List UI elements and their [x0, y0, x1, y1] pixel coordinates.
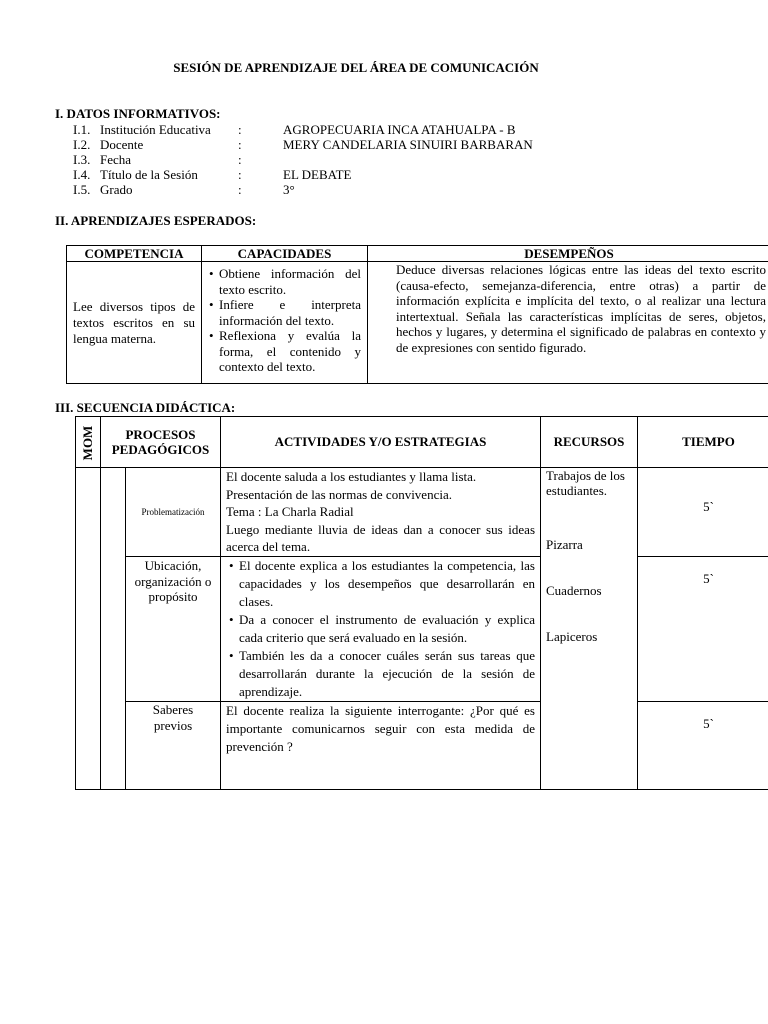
- actividades-cell: [221, 557, 541, 702]
- tiempo-cell: 5`: [638, 557, 768, 702]
- capacidad-item: • Reflexiona y evalúa la forma, el contenido y contexto del texto.: [208, 328, 361, 375]
- recurso-item: Lapiceros: [546, 629, 598, 644]
- actividad-line: El docente realiza la siguiente interrogante: ¿Por qué es importante comunicarnos seguir con esta medida de prevención ?: [226, 703, 535, 754]
- info-num: I.2.: [73, 137, 91, 152]
- info-value: MERY CANDELARIA SINUIRI BARBARAN: [283, 137, 533, 152]
- mom-label: MOM: [80, 425, 95, 461]
- expected-learning-table: [66, 245, 768, 384]
- info-num: I.1.: [73, 122, 91, 137]
- info-value: AGROPECUARIA INCA ATAHUALPA - B: [283, 122, 516, 137]
- blank-cell: [101, 468, 126, 790]
- info-value: 3°: [283, 182, 295, 197]
- mom-cell: [76, 468, 101, 790]
- recurso-item: Pizarra: [546, 537, 583, 552]
- header-recursos: RECURSOS: [541, 417, 638, 468]
- capacidad-item: • Infiere e interpreta información del texto.: [208, 297, 361, 328]
- section-2-heading: II. APRENDIZAJES ESPERADOS:: [55, 213, 257, 228]
- info-num: I.4.: [73, 167, 91, 182]
- info-label: Institución Educativa: [100, 122, 211, 137]
- actividad-bullet: • El docente explica a los estudiantes la competencia, las capacidades y los desempeños que desarrollarán en clases.: [228, 557, 535, 611]
- info-colon: :: [238, 152, 242, 167]
- info-label: Grado: [100, 182, 133, 197]
- proceso-ubicacion: Ubicación, organización o propósito: [126, 557, 221, 702]
- actividad-line: Presentación de las normas de convivencia.: [226, 486, 452, 502]
- recurso-item: Trabajos de los estudiantes.: [546, 468, 625, 498]
- info-label: Título de la Sesión: [100, 167, 198, 182]
- proceso-saberes: Saberes previos: [126, 702, 221, 790]
- info-colon: :: [238, 182, 242, 197]
- tiempo-cell: 5`: [638, 468, 768, 557]
- actividad-line: Tema : La Charla Radial: [226, 504, 354, 519]
- proceso-problematizacion: Problematización: [126, 468, 221, 557]
- header-competencia: COMPETENCIA: [67, 246, 202, 262]
- recursos-cell: [541, 468, 638, 790]
- header-mom: [76, 417, 101, 468]
- info-colon: :: [238, 137, 242, 152]
- header-tiempo: TIEMPO: [638, 417, 768, 468]
- info-label: Docente: [100, 137, 144, 152]
- actividad-line: Luego mediante lluvia de ideas dan a conocer sus ideas acerca del tema.: [226, 521, 535, 554]
- desempeno-cell: [368, 262, 768, 384]
- info-num: I.5.: [73, 182, 91, 197]
- competencia-text: Lee diversos tipos de textos escritos en su lengua materna.: [73, 298, 195, 346]
- actividad-bullet: • Da a conocer el instrumento de evaluación y explica cada criterio que será evaluado en la sesión.: [228, 611, 535, 647]
- header-capacidades: CAPACIDADES: [202, 246, 368, 262]
- info-value: EL DEBATE: [283, 167, 352, 182]
- actividades-cell: [221, 702, 541, 790]
- desempeno-text: Deduce diversas relaciones lógicas entre las ideas del texto escrito (causa-efecto, semejanza-diferencia, entre otras) a partir de información explícita e implícita del texto, o al realizar una lectura intertextual. Señala las características implícitas de seres, objetos, hechos y lugares, y determina el significado de palabras en contexto y de expresiones con sentido figurado.: [396, 262, 766, 355]
- info-colon: :: [238, 122, 242, 137]
- recurso-item: Cuadernos: [546, 583, 602, 598]
- header-desempenos: DESEMPEÑOS: [368, 246, 768, 262]
- header-procesos: PROCESOS PEDAGÓGICOS: [101, 417, 221, 468]
- document-title: SESIÓN DE APRENDIZAJE DEL ÁREA DE COMUNICACIÓN: [173, 60, 539, 75]
- info-colon: :: [238, 167, 242, 182]
- info-num: I.3.: [73, 152, 91, 167]
- capacidad-item: • Obtiene información del texto escrito.: [208, 266, 361, 297]
- section-1-heading: I. DATOS INFORMATIVOS:: [55, 106, 221, 121]
- didactic-sequence-table: [75, 416, 768, 790]
- header-actividades: ACTIVIDADES Y/O ESTRATEGIAS: [221, 417, 541, 468]
- actividad-bullet: • También les da a conocer cuáles serán sus tareas que desarrollarán durante la ejecución de la sesión de aprendizaje.: [228, 647, 535, 701]
- section-3-heading: III. SECUENCIA DIDÁCTICA:: [55, 400, 236, 415]
- capacidades-cell: [202, 262, 368, 384]
- competencia-cell: [67, 262, 202, 384]
- tiempo-cell: 5`: [638, 702, 768, 790]
- info-label: Fecha: [100, 152, 132, 167]
- actividad-line: El docente saluda a los estudiantes y llama lista.: [226, 469, 477, 484]
- actividades-cell: [221, 468, 541, 557]
